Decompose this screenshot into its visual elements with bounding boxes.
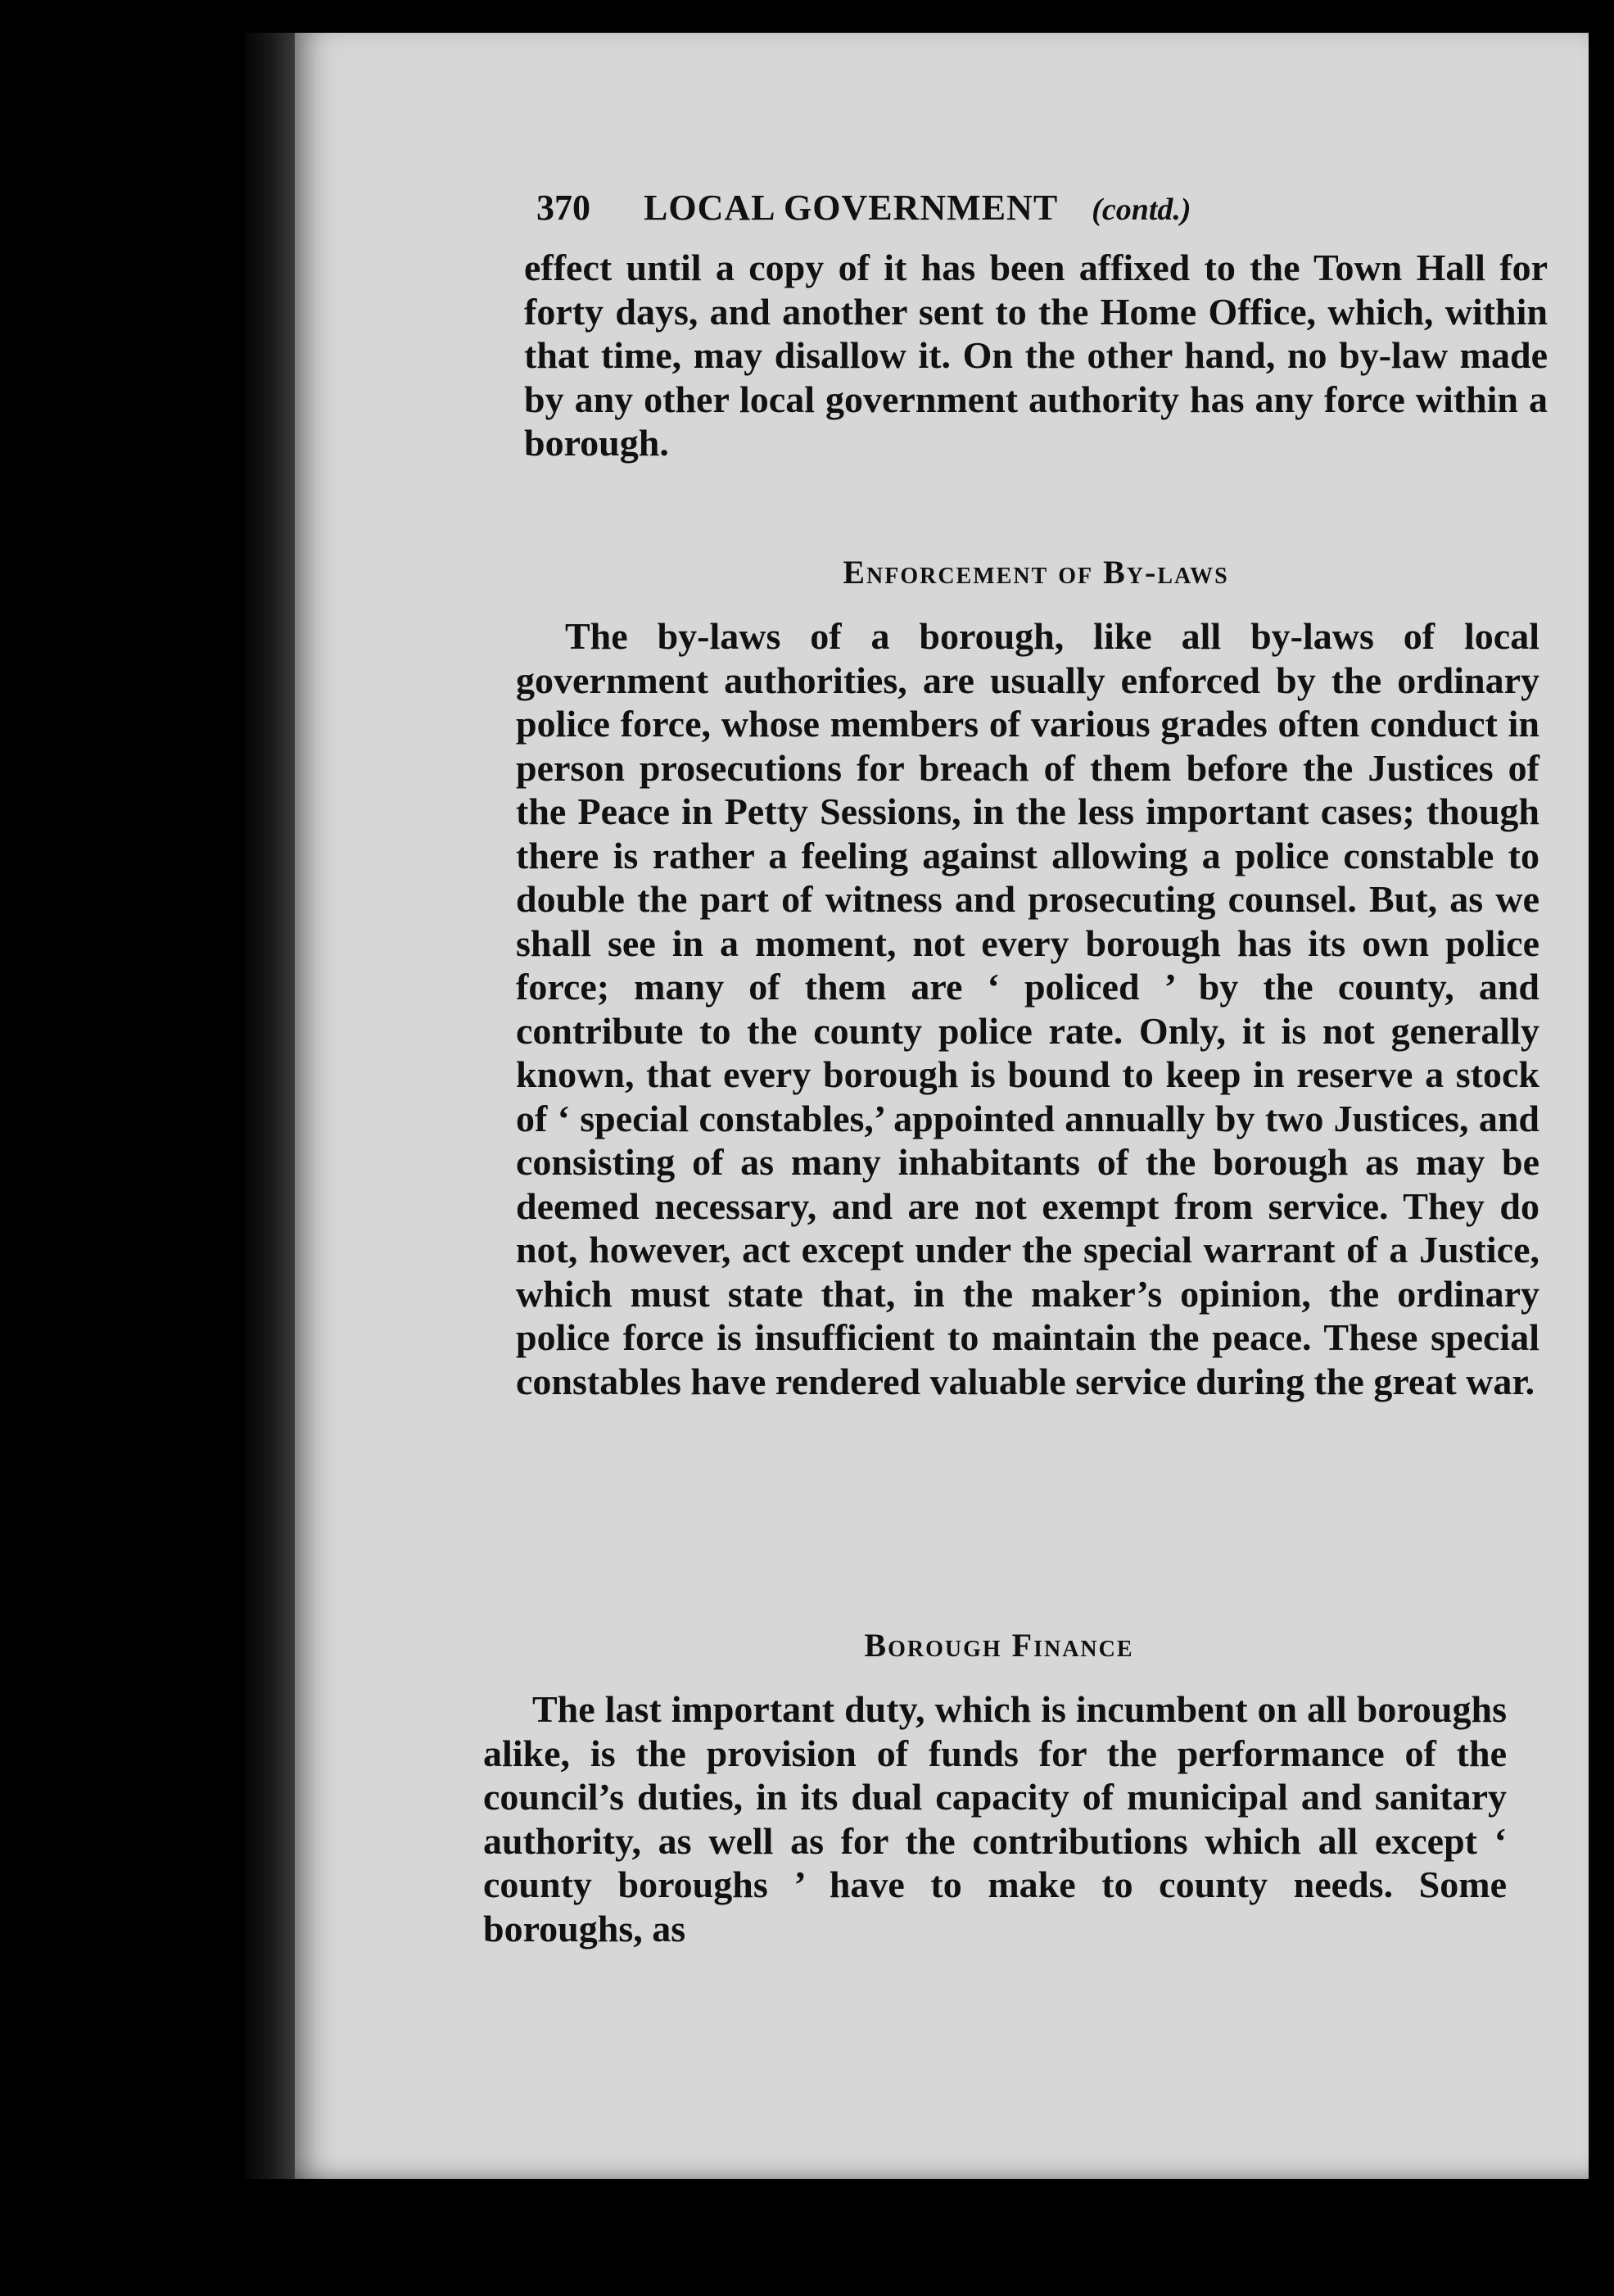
text-block-continuation xyxy=(524,246,1548,465)
section-heading-enforcement: Enforcement of By-laws xyxy=(843,554,1229,591)
running-title: LOCAL GOVERNMENT xyxy=(644,188,1059,228)
section-heading-finance: Borough Finance xyxy=(864,1627,1134,1664)
text-block-finance xyxy=(483,1687,1507,1950)
text-block-enforcement xyxy=(516,614,1539,1403)
running-header xyxy=(536,187,1437,244)
paragraph: The last important duty, which is incumbent on all boroughs alike, is the provision of funds for the performance of the council’s duties, in its dual capacity of municipal and sanitary authority, as well as for the contributions which all except ‘ county boroughs ’ have to make to county needs. Some boroughs, as xyxy=(483,1688,1507,1950)
continued-marker: (contd.) xyxy=(1092,192,1191,227)
paragraph: The by-laws of a borough, like all by-laws of local government authorities, are usually enforced by the ordinary police force, whose members of various grades often conduct in person prosecutions for breach of them before the Justices of the Peace in Petty Sessions, in the less important cases; though there is rather a feeling against allowing a police constable to double the part of witness and prosecuting counsel. But, as we shall see in a moment, not every borough has its own police force; many of them are ‘ policed ’ by the county, and contribute to the county police rate. Only, it is not generally known, that every borough is bound to keep in reserve a stock of ‘ special constables,’ appointed annually by two Justices, and consisting of as many inhabitants of the borough as may be deemed necessary, and are not exempt from service. They do not, however, act except under the special warrant of a Justice, which must state that, in the maker’s opinion, the ordinary police force is insufficient to maintain the peace. These special constables have rendered valuable service during the great war. xyxy=(516,615,1539,1402)
paragraph: effect until a copy of it has been affixed to the Town Hall for forty days, and another sent to the Home Office, which, within that time, may disallow it. On the other hand, no by-law made by any other local government authority has any force within a borough. xyxy=(524,247,1548,464)
page-number: 370 xyxy=(536,188,590,228)
